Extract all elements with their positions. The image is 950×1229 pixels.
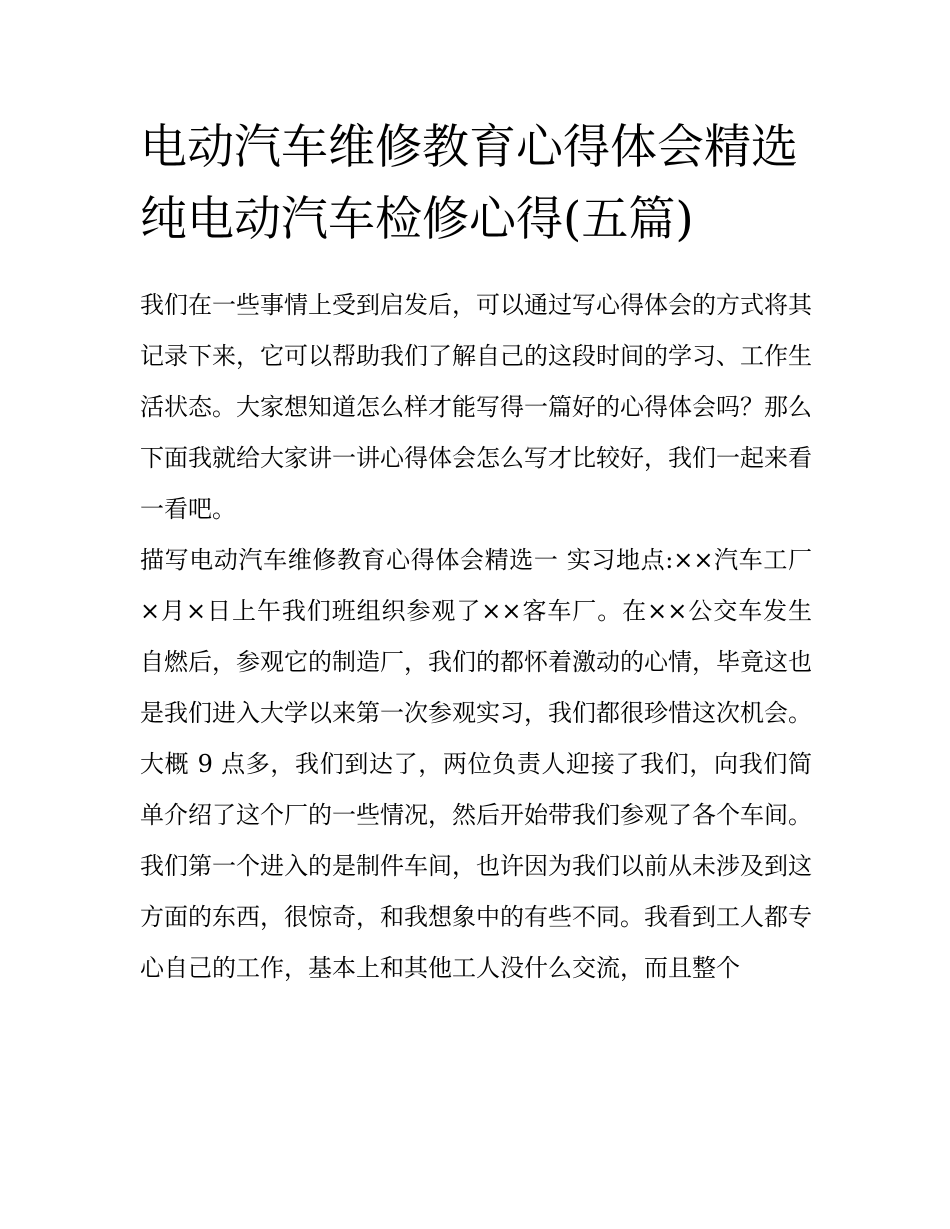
- document-body: [140, 112, 812, 994]
- paragraph-intro: 我们在一些事情上受到启发后，可以通过写心得体会的方式将其记录下来，它可以帮助我们了解自己的这段时间的学习、工作生活状态。大家想知道怎么样才能写得一篇好的心得体会吗？那么下面我就给大家讲一讲心得体会怎么写才比较好，我们一起来看一看吧。: [140, 291, 812, 523]
- paragraph-arrival: 大概 9 点多，我们到达了，两位负责人迎接了我们，向我们简单介绍了这个厂的一些情况，然后开始带我们参观了各个车间。: [140, 750, 812, 829]
- paragraph-workshop: 我们第一个进入的是制件车间，也许因为我们以前从未涉及到这方面的东西，很惊奇，和我想象中的有些不同。我看到工人都专心自己的工作，基本上和其他工人没什么交流，而且整个: [140, 852, 812, 982]
- paragraph-internship-visit: 描写电动汽车维修教育心得体会精选一 实习地点:××汽车工厂 ×月×日上午我们班组织参观了××客车厂。在××公交车发生自燃后，参观它的制造厂，我们的都怀着激动的心情，毕竟这也是我们进入大学以来第一次参观实习，我们都很珍惜这次机会。: [140, 546, 812, 727]
- document-title: 电动汽车维修教育心得体会精选 纯电动汽车检修心得(五篇): [140, 120, 798, 247]
